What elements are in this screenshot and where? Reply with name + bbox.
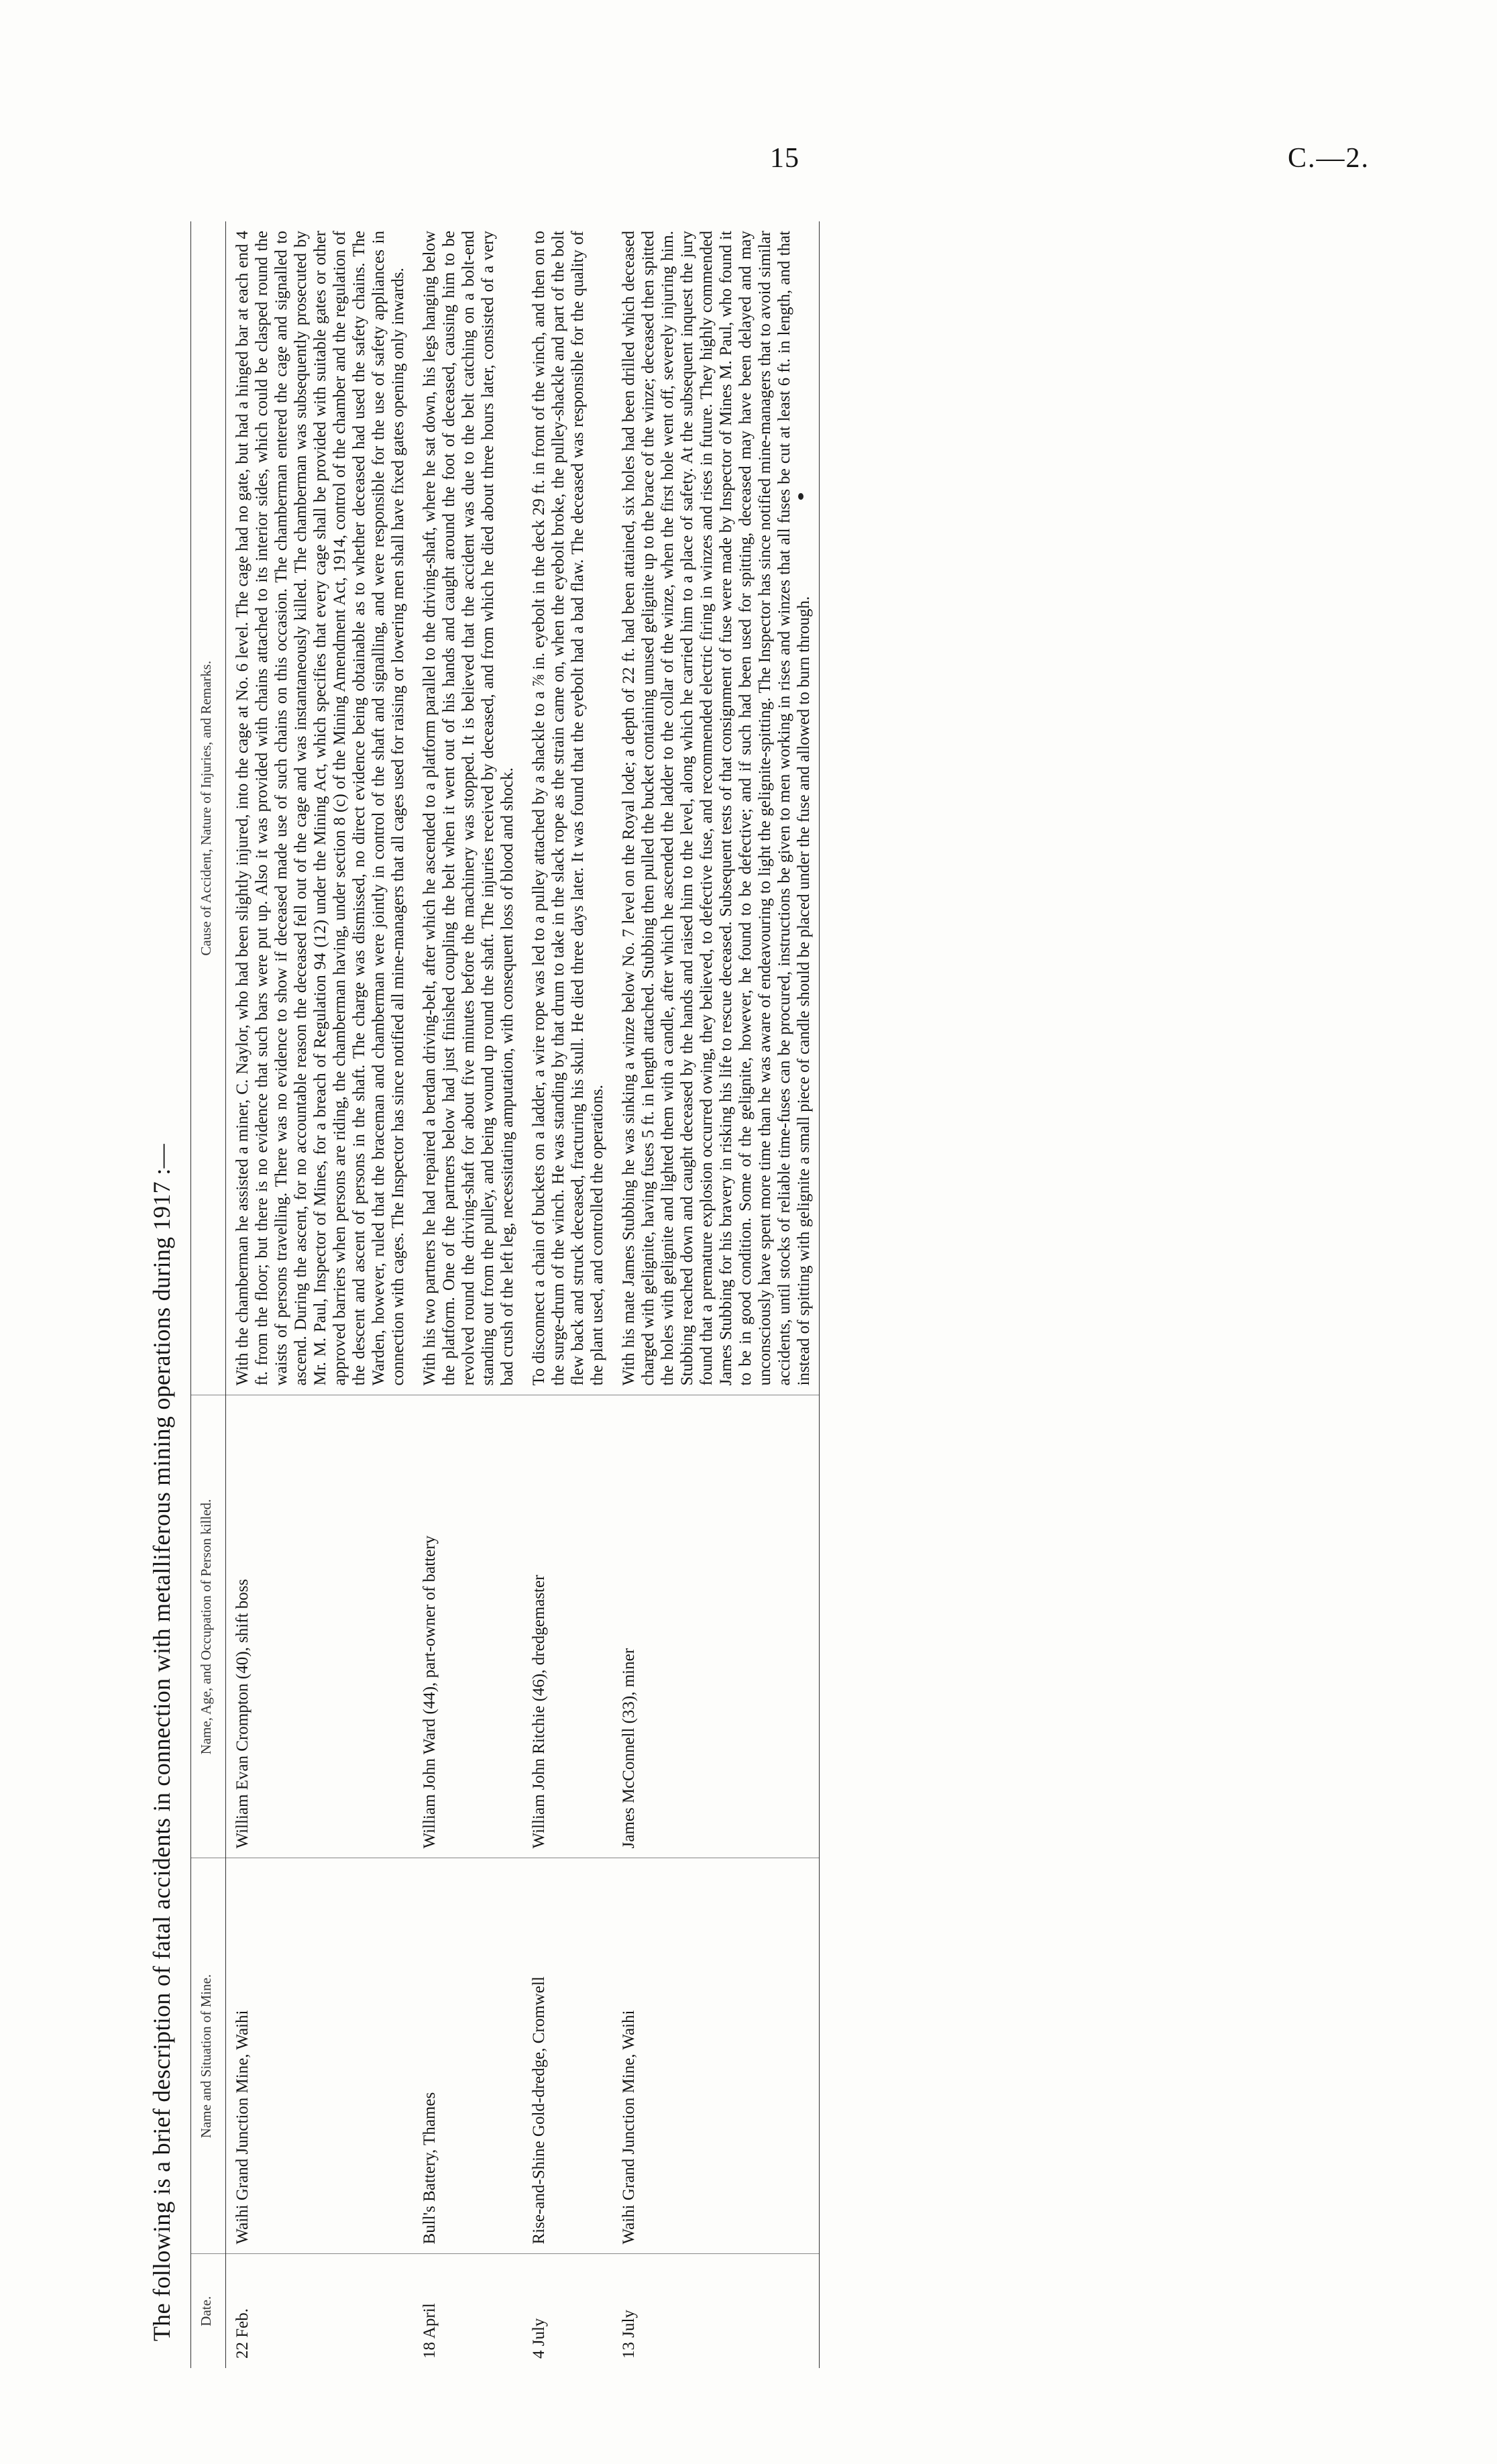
cell-person: William John Ward (44), part-owner of battery (413, 1395, 522, 1858)
cell-cause: With the chamberman he assisted a miner, C. Naylor, who had been slightly injured, into the cage at No. 6 level. The cage had no gate, but had a hinged bar at each end 4 ft. from the floor; but there is no evidence that such bars were put up. Also it was provided with chains attached to its interior sides, which could be clasped round the waists of persons travelling. There was no evidence to show if deceased made use of such chains on this occasion. The chamberman entered the cage and signalled to ascend. During the ascent, for no accountable reason the deceased fell out of the cage and was instantaneously killed. The chamberman was subsequently prosecuted by Mr. M. Paul, Inspector of Mines, for a breach of Regulation 94 (12) under the Mining Act, which specifies that every cage shall be provided with suitable gates or other approved barriers when persons are riding, the chamberman having, under section 8 (c) of the Mining Amendment Act, 1914, control of the chamber and the regulation of the descent and ascent of persons in the shaft. The charge was dismissed, no direct evidence being obtainable as to whether deceased had used the safety chains. The Warden, however, ruled that the braceman and chamberman were jointly in control of the shaft and signalling, and were responsible for the use of safety appliances in connection with cages. The Inspector has since notified all mine-managers that all cages used for raising or lowering men shall have fixed gates opening only inwards. (226, 221, 414, 1395)
cell-date: 22 Feb. (233, 2308, 252, 2359)
cell-date: 4 July (530, 2318, 548, 2359)
cell-person: William John Ritchie (46), dredgemaster (522, 1395, 612, 1858)
table-row (612, 221, 820, 2368)
cell-mine: Waihi Grand Junction Mine, Waihi (612, 1858, 820, 2254)
cell-date: 18 April (421, 2303, 439, 2359)
cell-mine: Waihi Grand Junction Mine, Waihi (226, 1858, 414, 2254)
header-mine: Name and Situation of Mine. (191, 1858, 226, 2254)
paper-reference: C.—2. (1288, 143, 1370, 174)
table-header-row (191, 221, 226, 2368)
cell-cause: With his mate James Stubbing he was sinking a winze below No. 7 level on the Royal lode; a depth of 22 ft. had been attained, six holes had been drilled which deceased charged with gelignite, having fuses 5 ft. in length attached. Stubbing then pulled the bucket containing unused gelignite up to the brace of the winze; deceased then spitted the holes with gelignite and lighted them with a candle, after which he ascended the ladder to the collar of the winze, when the first hole went off, severely injuring him. Stubbing reached down and caught deceased by the hands and raised him to the level, along which he carried him to a place of safety. At the subsequent inquest the jury found that a premature explosion occurred owing, they believed, to defective fuse, and recommended electric firing in winzes and rises in future. They highly commended James Stubbing for his bravery in risking his life to rescue deceased. Subsequent tests of that consignment of fuse were made by Inspector of Mines M. Paul, who found it to be in good condition. Some of the gelignite, however, he found to be defective; and if such had been used for spitting, deceased may have been delayed and may unconsciously have spent more time than he was aware of endeavouring to light the gelignite-spitting. The Inspector has since notified mine-managers that to avoid similar accidents, until stocks of reliable time-fuses can be procured, instructions be given to men working in rises and winzes that all fuses be cut at least 6 ft. in length, and that instead of spitting with gelignite a small piece of candle should be placed under the fuse and allowed to burn through. (612, 221, 820, 1395)
page-number: 15 (770, 143, 799, 174)
cell-person: James McConnell (33), miner (612, 1395, 820, 1858)
header-person: Name, Age, and Occupation of Person killed. (191, 1395, 226, 1858)
cell-mine: Rise-and-Shine Gold-dredge, Cromwell (522, 1858, 612, 2254)
fatal-accidents-table (190, 221, 820, 2368)
cell-person: William Evan Crompton (40), shift boss (226, 1395, 414, 1858)
cell-mine: Bull's Battery, Thames (413, 1858, 522, 2254)
header-date: Date. (191, 2254, 226, 2368)
table-caption: The following is a brief description of fatal accidents in connection with metalliferous mining operations during 1917 :— (148, 1144, 175, 2341)
rotated-table-block (148, 221, 1341, 2368)
cell-date: 13 July (612, 2254, 820, 2368)
cell-cause: To disconnect a chain of buckets on a ladder, a wire rope was led to a pulley attached by a shackle to a ⅞ in. eyebolt in the deck 29 ft. in front of the winch, and then on to the surge-drum of the winch. He was standing by that drum to take in the slack rope as the strain came on, when the eyebolt broke, the pulley-shackle and part of the bolt flew back and struck deceased, fracturing his skull. He died three days later. It was found that the eyebolt had a bad flaw. The deceased was responsible for the quality of the plant used, and controlled the operations. (522, 221, 612, 1395)
table-row (226, 221, 414, 2368)
table-row (413, 221, 522, 2368)
cell-cause: With his two partners he had repaired a berdan driving-belt, after which he ascended to a platform parallel to the driving-shaft, where he sat down, his legs hanging below the platform. One of the partners below had just finished coupling the belt when it went out of his hands and caught around the foot of deceased, causing him to be revolved round the driving-shaft for about five minutes before the machinery was stopped. It is believed that the accident was due to the belt catching on a bolt-end standing out from the pulley, and being wound up round the shaft. The injuries received by deceased, and from which he died about three hours later, consisted of a very bad crush of the left leg, necessitating amputation, with consequent loss of blood and shock. (413, 221, 522, 1395)
table-row (522, 221, 612, 2368)
header-cause: Cause of Accident, Nature of Injuries, and Remarks. (191, 221, 226, 1395)
